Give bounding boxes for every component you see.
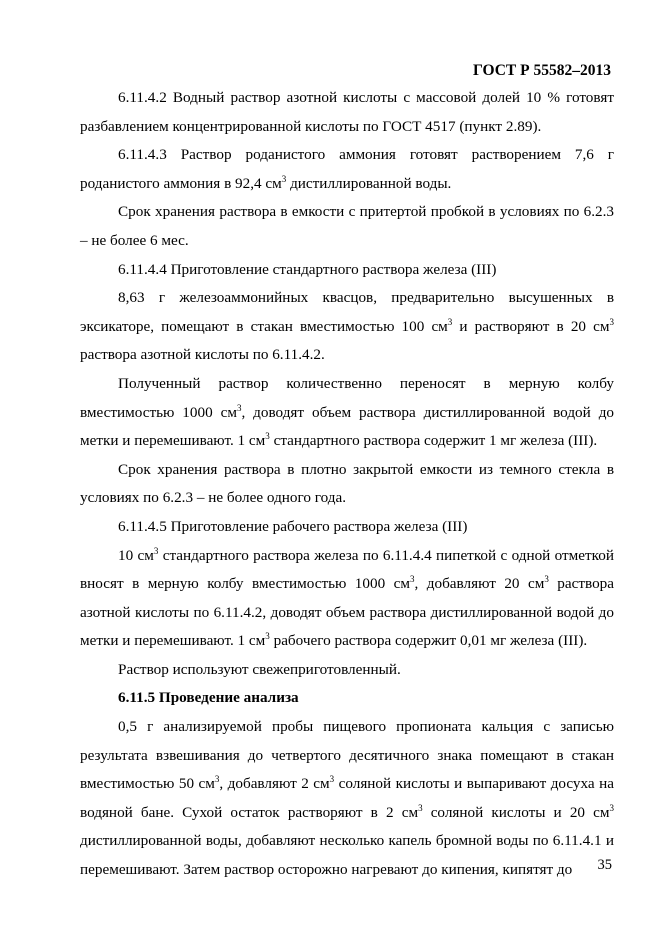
page-number: 35 <box>597 857 612 873</box>
paragraph-analysis-procedure: 0,5 г анализируемой пробы пищевого пропионата кальция с записью результата взвешивания до четвертого десятичного знака помещают в стакан вместимостью 50 $см^3$, добавляют 2 $см^3$ соляной кислоты и выпаривают досуха на водяной бане. Сухой остаток растворяют в 2 $см^3$ соляной кислоты и 20 $см^3$ дистиллированной воды, добавляют несколько капель бромной воды по 6.11.4.1 и перемешивают. Затем раствор осторожно нагревают до кипения, кипятят до <box>80 718 614 879</box>
doc-code-header: ГОСТ Р 55582–2013 <box>473 62 611 79</box>
body-text <box>80 84 614 885</box>
paragraph-iron-alum: 8,63 г железоаммонийных квасцов, предварительно высушенных в эксикаторе, помещают в стакан вместимостью 100 $см^3$ и растворяют в 20 $см^3$ раствора азотной кислоты по 6.11.4.2. <box>80 289 614 364</box>
paragraph-6-11-4-3: 6.11.4.3 Раствор роданистого аммония готовят растворением 7,6 г роданистого аммония в 92,4 $см^3$ дистиллированной воды. <box>80 146 614 192</box>
paragraph-6-11-4-4-heading: 6.11.4.4 Приготовление стандартного раствора железа (III) <box>118 260 497 278</box>
section-heading-6-11-5: 6.11.5 Проведение анализа <box>118 689 299 707</box>
paragraph-working-solution: 10 $см^3$ стандартного раствора железа по 6.11.4.4 пипеткой с одной отметкой вносят в мерную колбу вместимостью 1000 $см^3$, добавляют 20 $см^3$ раствора азотной кислоты по 6.11.4.2, доводят объем раствора дистиллированной водой до метки и перемешивают. 1 $см^3$ рабочего раствора содержит 0,01 мг железа (III). <box>80 545 614 650</box>
paragraph-standard-solution: Полученный раствор количественно переносят в мерную колбу вместимостью 1000 $см^3$, доводят объем раствора дистиллированной водой до метки и перемешивают. 1 $см^3$ стандартного раствора содержит 1 мг железа (III). <box>80 374 615 450</box>
paragraph-storage-term-2: Срок хранения раствора в плотно закрытой емкости из темного стекла в условиях по 6.2.3 – не более одного года. <box>80 460 614 507</box>
paragraph-storage-term-1: Срок хранения раствора в емкости с притертой пробкой в условиях по 6.2.3 – не более 6 мес. <box>80 203 614 249</box>
paragraph-6-11-4-5-heading: 6.11.4.5 Приготовление рабочего раствора железа (III) <box>118 517 468 535</box>
paragraph-fresh-solution: Раствор используют свежеприготовленный. <box>118 660 401 678</box>
paragraph-6-11-4-2: 6.11.4.2 Водный раствор азотной кислоты с массовой долей 10 % готовят разбавлением концентрированной кислоты по ГОСТ 4517 (пункт 2.89). <box>80 89 614 135</box>
